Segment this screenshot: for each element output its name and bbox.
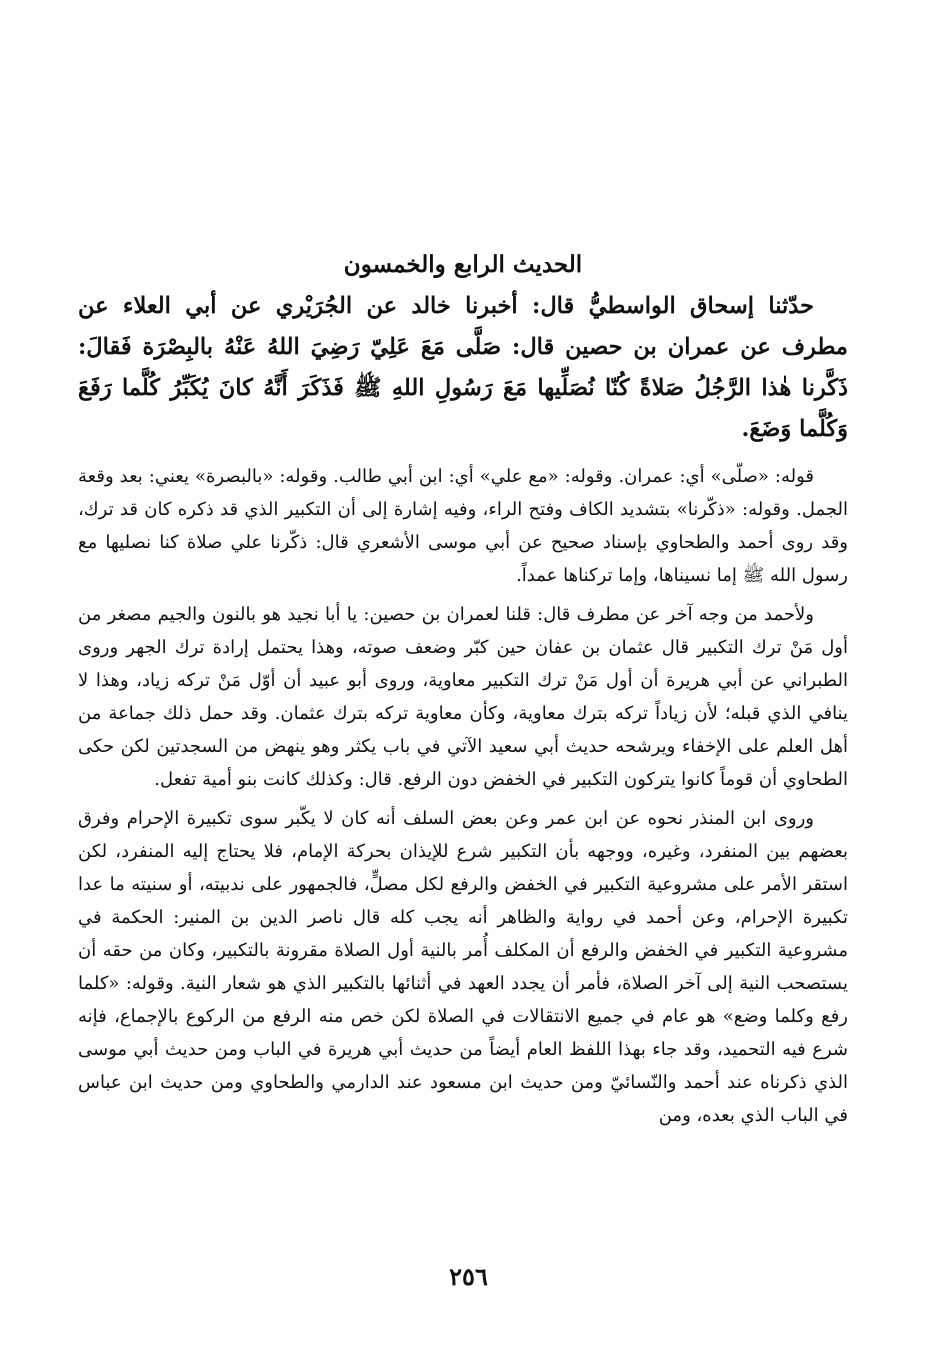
hadith-text: حدّثنا إسحاق الواسطيُّ قال: أخبرنا خالد عن الجُرَيْري عن أبي العلاء عن مطرف عن عمران بن حصين قال: صَلَّى مَعَ عَلِيّ رَضِيَ اللهُ عَنْهُ بالبِصْرَة فَقالَ: ذَكَّرنا هٰذا الرَّجُلُ صَلاةً كُنّا نُصَلِّيها مَعَ رَسُولِ اللهِ ﷺ فَذَكَرَ أَنَّهُ كانَ يُكَبِّرُ كُلَّما رَفَعَ وَكُلَّما وَضَعَ. (78, 293, 848, 442)
page-number: ٢٥٦ (449, 1262, 488, 1291)
commentary-paragraph-1: قوله: «صلّى» أي: عمران. وقوله: «مع علي» أي: ابن أبي طالب. وقوله: «بالبصرة» يعني: بعد وقعة الجمل. وقوله: «ذكّرنا» بتشديد الكاف وفتح الراء، وفيه إشارة إلى أن التكبير الذي قد ذكره كان قد ترك، وقد روى أحمد والطحاوي بإسناد صحيح عن أبي موسى الأشعري قال: ذكّرنا علي صلاة كنا نصليها مع رسول الله ﷺ إما نسيناها، وإما تركناها عمداً. (78, 466, 848, 586)
page-body (78, 250, 848, 1138)
commentary-paragraph-2: ولأحمد من وجه آخر عن مطرف قال: قلنا لعمران بن حصين: يا أبا نجيد هو بالنون والجيم مصغر من أول مَنْ ترك التكبير قال عثمان بن عفان حين كبّر وضعف صوته، وهذا يحتمل إرادة ترك الجهر وروى الطبراني عن أبي هريرة أن أول مَنْ ترك التكبير معاوية، وروى أبو عبيد أن أوّل مَنْ تركه زياد، وهذا لا ينافي الذي قبله؛ لأن زياداً تركه بترك معاوية، وكأن معاوية تركه بترك عثمان. وقد حمل ذلك جماعة من أهل العلم على الإخفاء ويرشحه حديث أبي سعيد الآتي في باب يكثر وهو ينهض من السجدتين لكن حكى الطحاوي أن قوماً كانوا يتركون التكبير في الخفض دون الرفع. قال: وكذلك كانت بنو أمية تفعل. (78, 604, 848, 790)
hadith-title: الحديث الرابع والخمسون (343, 251, 583, 278)
commentary-paragraph-3: وروى ابن المنذر نحوه عن ابن عمر وعن بعض السلف أنه كان لا يكّبر سوى تكبيرة الإحرام وفرق بعضهم بين المنفرد، وغيره، ووجهه بأن التكبير شرع للإيذان بحركة الإمام، فلا يحتاج إليه المنفرد، لكن استقر الأمر على مشروعية التكبير في الخفض والرفع لكل مصلٍّ، فالجمهور على ندبيته، أو سنيته ما عدا تكبيرة الإحرام، وعن أحمد في رواية والظاهر أنه يجب كله قال ناصر الدين بن المنير: الحكمة في مشروعية التكبير في الخفض والرفع أن المكلف أُمر بالنية أول الصلاة مقرونة بالتكبير، وكان من حقه أن يستصحب النية إلى آخر الصلاة، فأمر أن يجدد العهد في أثنائها بالتكبير الذي هو شعار النية. وقوله: «كلما رفع وكلما وضع» هو عام في جميع الانتقالات في الصلاة لكن خص منه الرفع من الركوع بالإجماع، فإنه شرع فيه التحميد، وقد جاء بهذا اللفظ العام أيضاً من حديث أبي هريرة في الباب ومن حديث أبي موسى الذي ذكرناه عند أحمد والنّسائيّ ومن حديث ابن مسعود عند الدارمي والطحاوي ومن حديث ابن عباس في الباب الذي بعده، ومن (78, 808, 848, 1126)
